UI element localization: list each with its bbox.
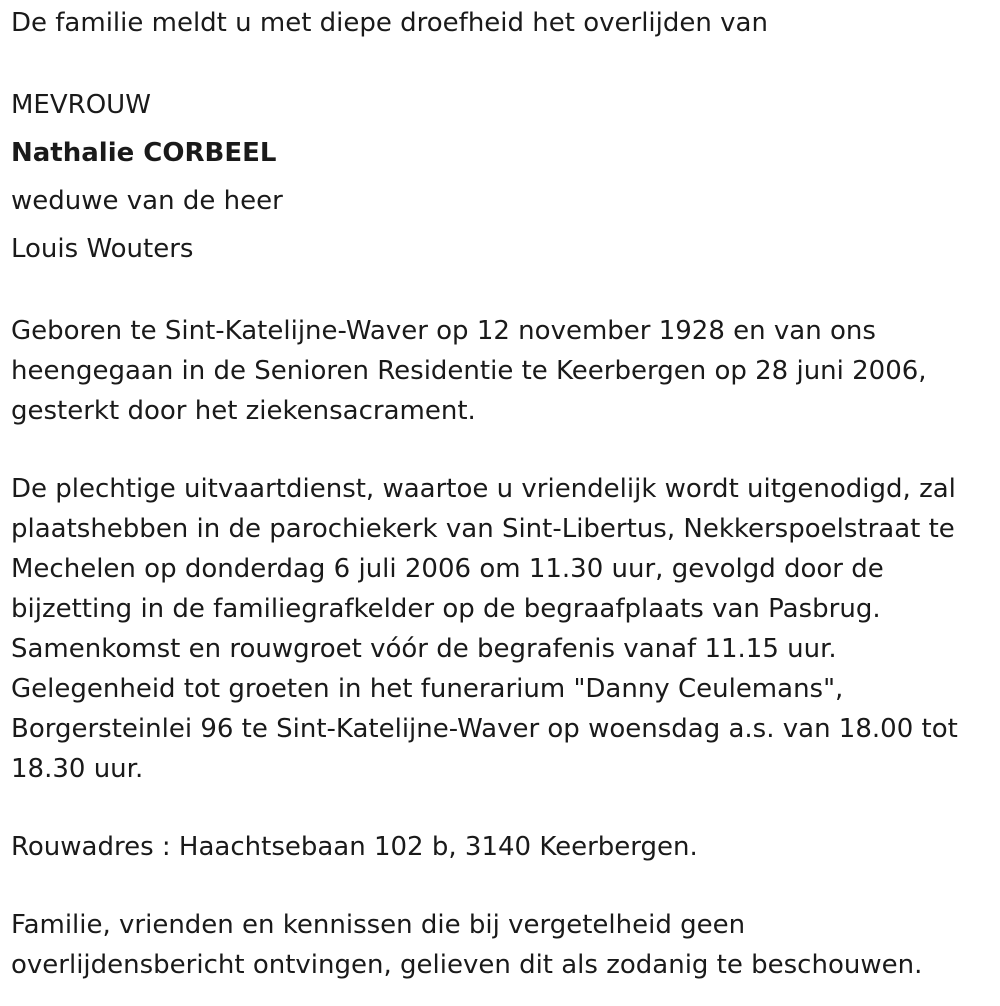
salutation: MEVROUW [11, 90, 151, 120]
spacer [11, 867, 1000, 905]
mourning-address: Rouwadres : Haachtsebaan 102 b, 3140 Keerbergen. [11, 832, 698, 862]
paragraph-line: Mechelen op donderdag 6 juli 2006 om 11.30 uur, gevolgd door de [11, 554, 884, 584]
paragraph-line: De plechtige uitvaartdienst, waartoe u vriendelijk wordt uitgenodigd, zal [11, 474, 956, 504]
spacer [11, 431, 1000, 469]
paragraph-line: Samenkomst en rouwgroet vóór de begrafenis vanaf 11.15 uur. [11, 634, 837, 664]
paragraph-line: Familie, vrienden en kennissen die bij vergetelheid geen [11, 910, 746, 940]
intro-line: De familie meldt u met diepe droefheid het overlijden van [11, 8, 768, 38]
paragraph-line: Borgersteinlei 96 te Sint-Katelijne-Waver op woensdag a.s. van 18.00 tot [11, 714, 958, 744]
paragraph-line: overlijdensbericht ontvingen, gelieven dit als zodanig te beschouwen. [11, 950, 923, 980]
paragraph-line: heengegaan in de Senioren Residentie te Keerbergen op 28 juni 2006, [11, 356, 927, 386]
spacer [11, 273, 1000, 311]
paragraph-line: 18.30 uur. [11, 754, 144, 784]
deceased-name: Nathalie CORBEEL [11, 138, 277, 168]
paragraph-line: Geboren te Sint-Katelijne-Waver op 12 november 1928 en van ons [11, 316, 876, 346]
service-paragraph [11, 469, 1000, 789]
spacer [11, 43, 1000, 81]
closing-paragraph [11, 905, 1000, 985]
paragraph-line: Gelegenheid tot groeten in het funerarium "Danny Ceulemans", [11, 674, 844, 704]
spacer [11, 789, 1000, 827]
spouse-name: Louis Wouters [11, 234, 194, 264]
deceased-block [11, 81, 1000, 273]
birth-paragraph [11, 311, 1000, 431]
paragraph-line: bijzetting in de familiegrafkelder op de begraafplaats van Pasbrug. [11, 594, 881, 624]
paragraph-line: gesterkt door het ziekensacrament. [11, 396, 476, 426]
widow-of-line: weduwe van de heer [11, 186, 283, 216]
paragraph-line: plaatshebben in de parochiekerk van Sint-Libertus, Nekkerspoelstraat te [11, 514, 955, 544]
